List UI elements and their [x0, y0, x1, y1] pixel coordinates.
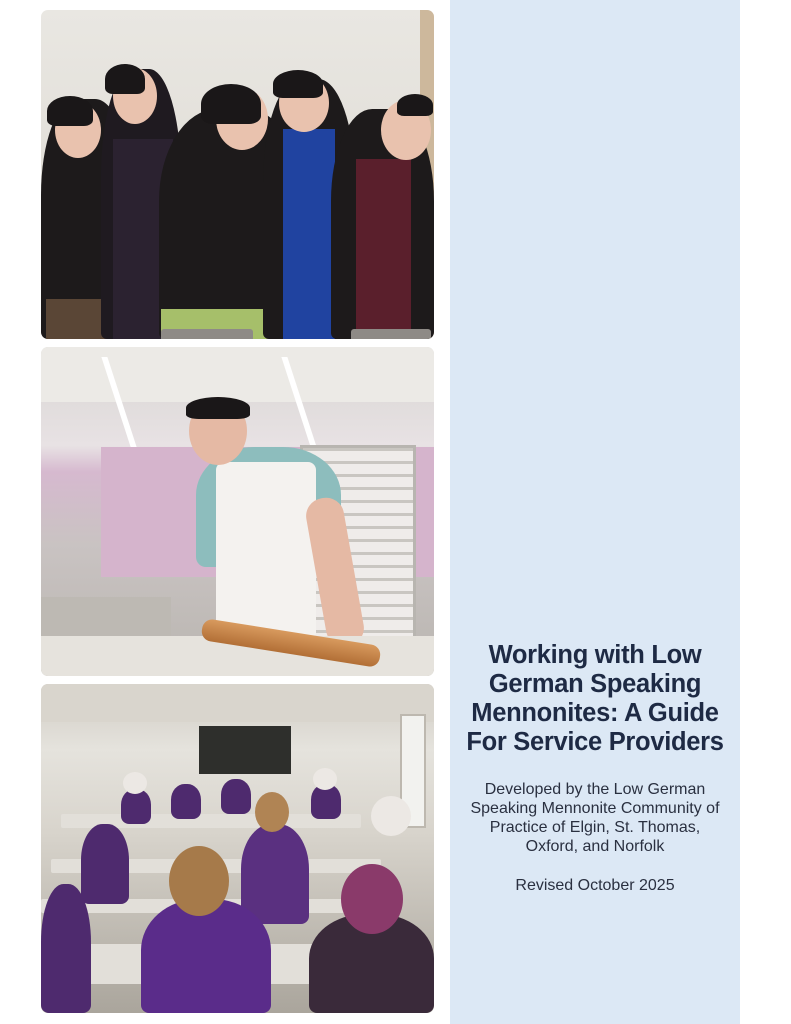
braided-hair: [169, 846, 229, 916]
document-title: Working with Low German Speaking Mennonites: A Guide For Service Providers: [466, 641, 724, 756]
document-credit: Developed by the Low German Speaking Mennonite Community of Practice of Elgin, St. Thomas, Oxford, and Norfolk: [470, 781, 720, 855]
apron: [216, 462, 316, 637]
photo-women-group: [41, 10, 434, 339]
title-panel: [450, 0, 740, 1024]
ceiling: [41, 684, 434, 722]
photo-classroom: [41, 684, 434, 1013]
ceiling: [41, 347, 434, 402]
chalkboard: [199, 726, 291, 774]
photo-bakery: [41, 347, 434, 676]
revision-date: Revised October 2025: [515, 877, 675, 894]
